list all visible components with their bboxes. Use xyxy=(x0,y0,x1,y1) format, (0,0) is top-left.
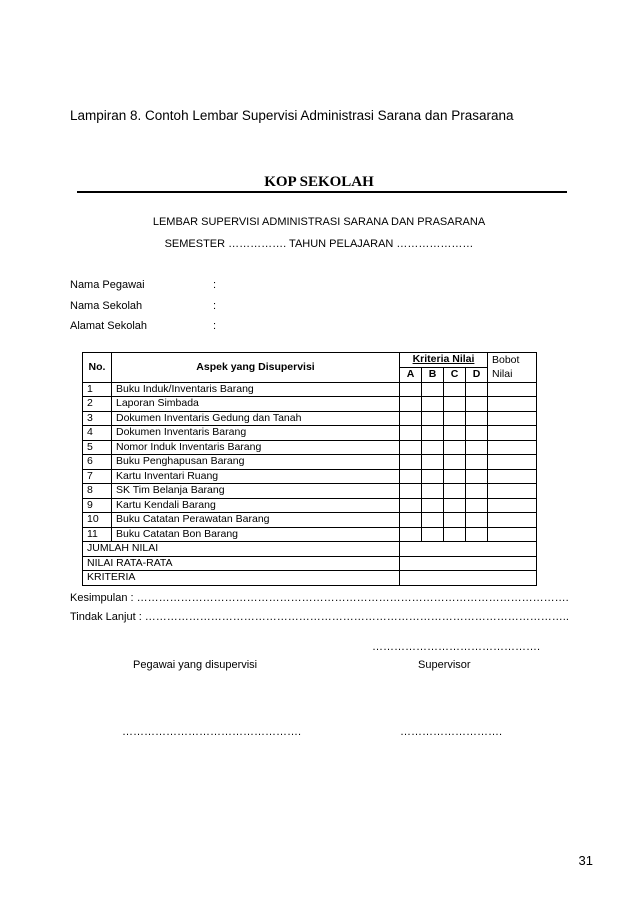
row-aspek: Kartu Inventari Ruang xyxy=(112,469,400,484)
header-kriteria xyxy=(400,353,488,368)
tindak-lanjut-line: Tindak Lanjut : …………………………………………………………………………………………………….. xyxy=(70,611,569,623)
table-row xyxy=(83,440,537,455)
sign-left-dots: …………………………………………. xyxy=(122,726,302,738)
table-row xyxy=(83,484,537,499)
supervision-table xyxy=(82,352,537,586)
summary-row-jumlah xyxy=(83,542,537,557)
semester-line: SEMESTER ……………. TAHUN PELAJARAN ………………… xyxy=(164,238,474,250)
page-number: 31 xyxy=(578,853,593,868)
header-aspek: Aspek yang Disupervisi xyxy=(112,353,400,383)
letterhead-rule xyxy=(77,191,567,193)
sign-left-label: Pegawai yang disupervisi xyxy=(133,659,258,671)
summary-label: KRITERIA xyxy=(83,571,400,586)
field-label-nama-pegawai: Nama Pegawai xyxy=(70,279,145,291)
row-no: 2 xyxy=(83,397,112,412)
field-label-alamat-sekolah: Alamat Sekolah xyxy=(70,320,148,332)
row-no: 8 xyxy=(83,484,112,499)
row-aspek: Kartu Kendali Barang xyxy=(112,498,400,513)
school-letterhead: KOP SEKOLAH xyxy=(264,174,374,190)
summary-row-rata-rata xyxy=(83,556,537,571)
row-no: 5 xyxy=(83,440,112,455)
sign-right-label: Supervisor xyxy=(418,659,471,671)
form-title: LEMBAR SUPERVISI ADMINISTRASI SARANA DAN PRASARANA xyxy=(152,216,486,228)
header-bobot: Bobot xyxy=(488,353,537,368)
table-row xyxy=(83,469,537,484)
summary-row-kriteria xyxy=(83,571,537,586)
table-row xyxy=(83,426,537,441)
row-aspek: Laporan Simbada xyxy=(112,397,400,412)
grade-d: D xyxy=(466,367,488,382)
header-nilai: Nilai xyxy=(488,367,537,382)
table-row xyxy=(83,397,537,412)
row-no: 10 xyxy=(83,513,112,528)
header-no: No. xyxy=(83,353,112,383)
row-no: 4 xyxy=(83,426,112,441)
row-aspek: Buku Induk/Inventaris Barang xyxy=(112,382,400,397)
header-kriteria-label: Kriteria Nilai xyxy=(412,353,475,366)
grade-b: B xyxy=(422,367,444,382)
row-aspek: SK Tim Belanja Barang xyxy=(112,484,400,499)
table-row xyxy=(83,382,537,397)
field-colon: : xyxy=(213,300,217,312)
row-no: 7 xyxy=(83,469,112,484)
table-row xyxy=(83,411,537,426)
summary-label: NILAI RATA-RATA xyxy=(83,556,400,571)
row-aspek: Buku Catatan Bon Barang xyxy=(112,527,400,542)
row-no: 9 xyxy=(83,498,112,513)
table-row xyxy=(83,498,537,513)
table-row xyxy=(83,527,537,542)
kesimpulan-line: Kesimpulan : ………………………………………………………………………………………………………. xyxy=(70,592,569,604)
field-colon: : xyxy=(213,320,217,332)
row-aspek: Dokumen Inventaris Barang xyxy=(112,426,400,441)
field-colon: : xyxy=(213,279,217,291)
row-aspek: Buku Penghapusan Barang xyxy=(112,455,400,470)
row-aspek: Nomor Induk Inventaris Barang xyxy=(112,440,400,455)
row-aspek: Buku Catatan Perawatan Barang xyxy=(112,513,400,528)
grade-a: A xyxy=(400,367,422,382)
field-label-nama-sekolah: Nama Sekolah xyxy=(70,300,143,312)
row-no: 6 xyxy=(83,455,112,470)
sign-date-dots: ………………………………………. xyxy=(372,641,541,653)
row-no: 1 xyxy=(83,382,112,397)
table-row xyxy=(83,513,537,528)
row-aspek: Dokumen Inventaris Gedung dan Tanah xyxy=(112,411,400,426)
row-no: 3 xyxy=(83,411,112,426)
table-row xyxy=(83,455,537,470)
summary-label: JUMLAH NILAI xyxy=(83,542,400,557)
appendix-title: Lampiran 8. Contoh Lembar Supervisi Administrasi Sarana dan Prasarana xyxy=(70,108,514,123)
sign-right-dots: ………………………. xyxy=(400,726,503,738)
row-no: 11 xyxy=(83,527,112,542)
grade-c: C xyxy=(444,367,466,382)
